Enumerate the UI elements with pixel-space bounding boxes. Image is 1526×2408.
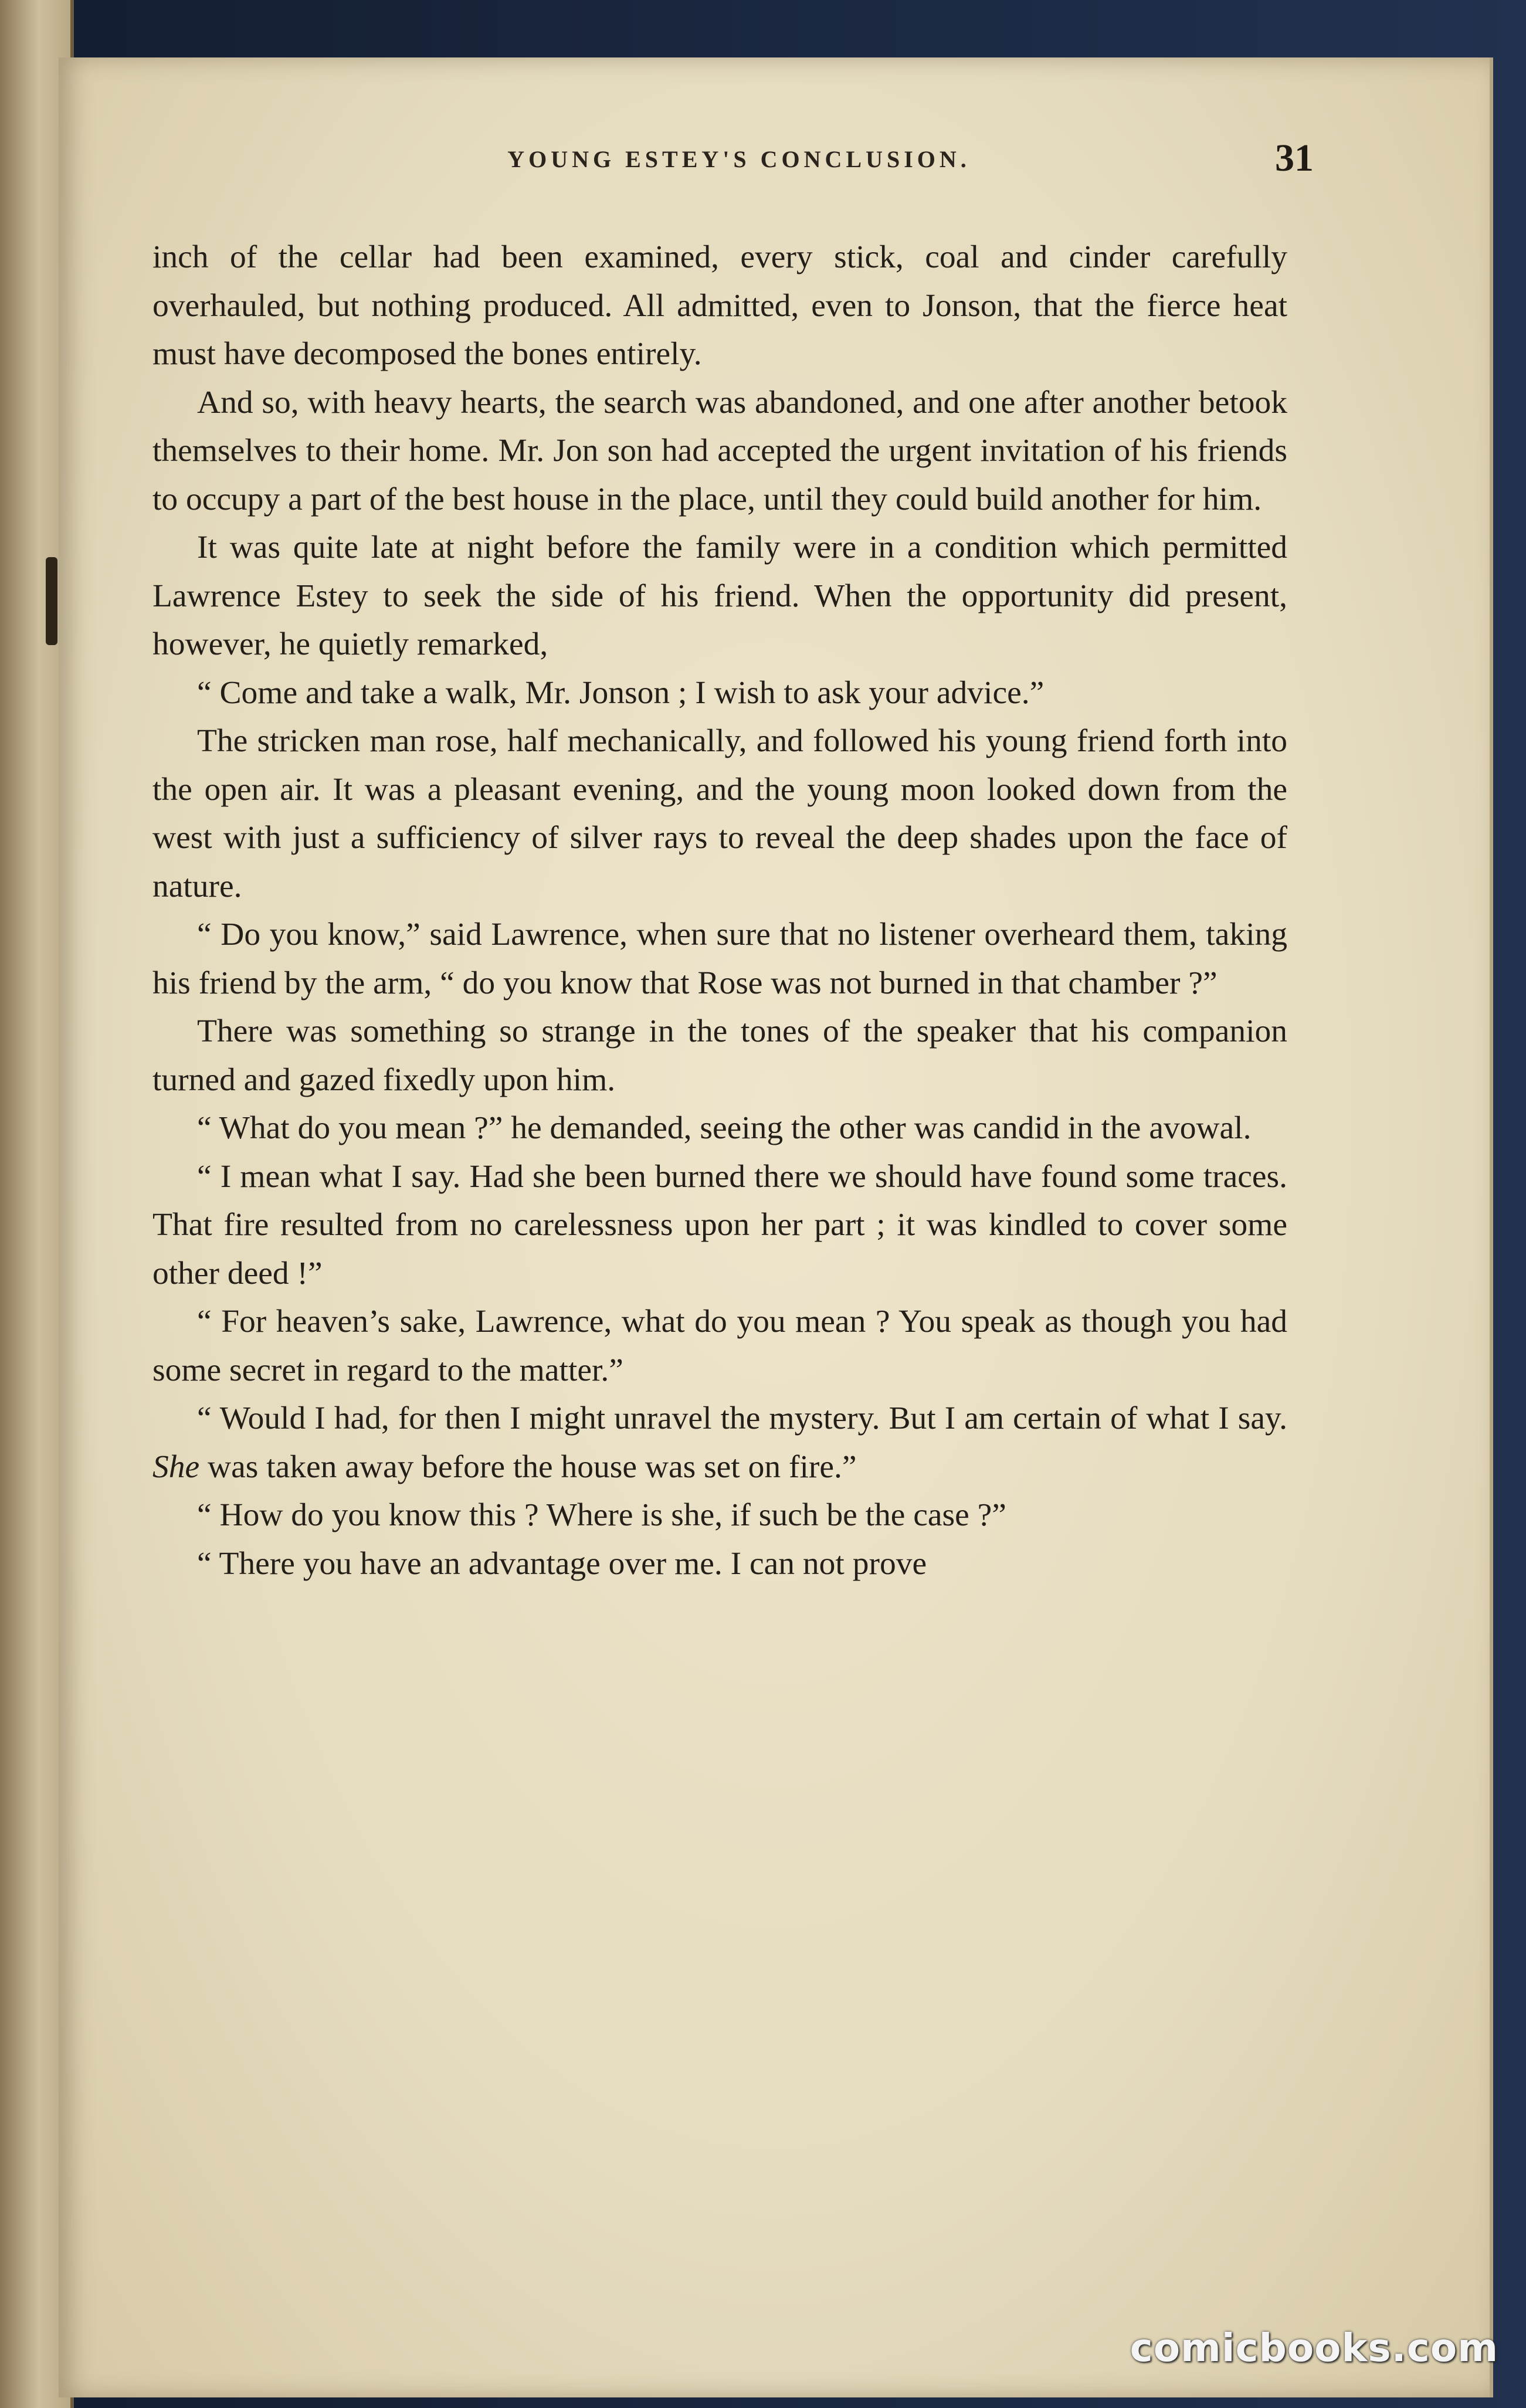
text-run: The stricken man rose, half mechanically, and followed his young friend forth into the open air. It was a pleasant evening, and the young moon looked down from the west with just a sufficiency of silver rays to reveal the deep shades upon the face of nature. <box>152 723 1287 904</box>
running-title: YOUNG ESTEY'S CONCLUSION. <box>507 146 971 172</box>
text-run: It was quite late at night before the family were in a condition which permitted Lawrence Estey to seek the side of his friend. When the opportunity did present, however, he quietly remarked, <box>152 530 1287 662</box>
paragraph <box>152 1491 1287 1540</box>
paragraph <box>152 1153 1287 1298</box>
paragraph <box>152 1008 1287 1104</box>
paragraph <box>152 1395 1287 1491</box>
text-run: “ For heaven’s sake, Lawrence, what do you mean ? You speak as though you had some secret in regard to the matter.” <box>152 1304 1287 1388</box>
paragraph <box>152 524 1287 669</box>
paragraph <box>152 379 1287 524</box>
paragraph <box>152 717 1287 911</box>
running-head <box>59 137 1490 210</box>
text-run: There was something so strange in the tones of the speaker that his companion turned and gazed fixedly upon him. <box>152 1013 1287 1098</box>
body-text <box>152 233 1287 1588</box>
italic-text: She <box>152 1449 200 1485</box>
paragraph <box>152 911 1287 1008</box>
text-run: “ I mean what I say. Had she been burned there we should have found some traces. That fire resulted from no carelessness upon her part ; it was kindled to cover some other deed !” <box>152 1158 1287 1291</box>
paragraph <box>152 669 1287 718</box>
text-run: “ What do you mean ?” he demanded, seeing the other was candid in the avowal. <box>197 1110 1252 1146</box>
text-run: was taken away before the house was set on fire.” <box>199 1449 857 1485</box>
text-run: “ Would I had, for then I might unravel the mystery. But I am certain of what I say. <box>197 1400 1287 1436</box>
paragraph <box>152 1298 1287 1395</box>
text-run: “ Do you know,” said Lawrence, when sure that no listener overheard them, taking his friend by the arm, “ do you know that Rose was not burned in that chamber ?” <box>152 917 1287 1001</box>
paragraph <box>152 1104 1287 1153</box>
site-watermark: comicbooks.com <box>1130 2325 1498 2370</box>
text-run: “ There you have an advantage over me. I can not prove <box>197 1545 927 1582</box>
text-run: And so, with heavy hearts, the search was abandoned, and one after another betook themselves to their home. Mr. Jon son had accepted the urgent invitation of his friends to occupy a part of the best house in the place, until they could build another for him. <box>152 384 1287 517</box>
paragraph <box>152 1540 1287 1589</box>
page-number: 31 <box>1275 137 1314 179</box>
text-run: “ Come and take a walk, Mr. Jonson ; I wish to ask your advice.” <box>197 674 1045 711</box>
binding-thread-mark <box>46 557 57 645</box>
paragraph <box>152 233 1287 379</box>
text-run: “ How do you know this ? Where is she, if such be the case ?” <box>197 1497 1006 1533</box>
book-page <box>59 57 1490 2397</box>
text-run: inch of the cellar had been examined, every stick, coal and cinder carefully overhauled, but nothing produced. All admitted, even to Jonson, that the fierce heat must have decomposed the bones entirely. <box>152 239 1287 372</box>
